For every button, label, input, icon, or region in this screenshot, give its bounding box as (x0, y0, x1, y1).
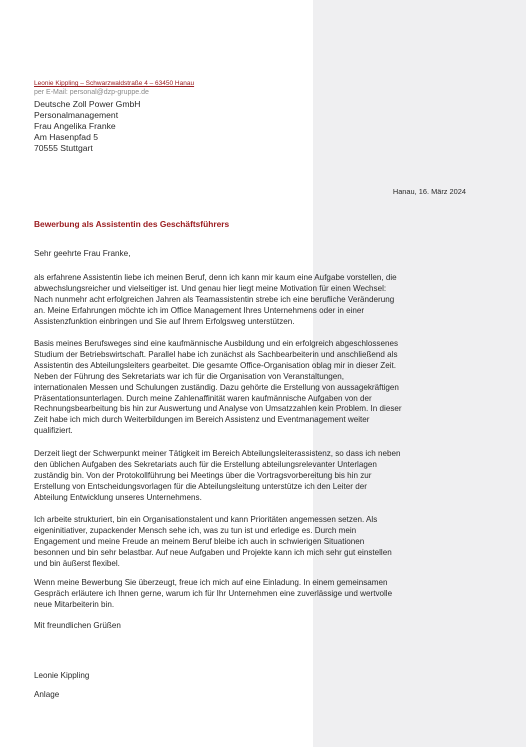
paragraph-line: internationalen Messen und Schulungen zuständig. Dazu gehörte die Erstellung von aussagekräftigen (34, 382, 399, 392)
recipient-company: Deutsche Zoll Power GmbH (34, 99, 141, 109)
paragraph-line: zuständig bin. Von der Protokollführung bei Meetings über die Vortragsvorbereitung bis hin zur (34, 470, 372, 480)
signature-name: Leonie Kippling (34, 671, 90, 680)
recipient-person: Frau Angelika Franke (34, 120, 116, 131)
letter-date: Hanau, 16. März 2024 (392, 187, 466, 196)
paragraph-line: Studium der Betriebswirtschaft. Parallel habe ich zunächst als Sachbearbeiterin und anschließend als (34, 349, 398, 359)
body-paragraph-intro (34, 273, 494, 328)
paragraph-line: Zeit habe ich mich durch Weiterbildungen im Bereich Assistenz und Eventmanagement weiter (34, 415, 370, 425)
paragraph-line: Gespräch erläutere ich Ihnen gerne, warum ich für Ihr Unternehmen eine zuverlässige und wertvolle (34, 588, 393, 598)
closing-formula: Mit freundlichen Grüßen (34, 621, 121, 630)
paragraph-line: eigeninitiativer, zupackender Mensch sehe ich, was zu tun ist und erledige es. Durch mein (34, 525, 357, 535)
recipient-address (34, 99, 141, 154)
sender-address-line: Leonie Kippling – Schwarzwaldstraße 4 – 63450 Hanau (34, 80, 195, 87)
paragraph-line: neue Mitarbeiterin bin. (34, 599, 115, 609)
paragraph-line: besonnen und bin sehr belastbar. Auf neue Aufgaben und Projekte kann ich mich sehr gut einstellen (34, 547, 392, 557)
paragraph-line: Engagement und meine Freude an meinem Beruf bleibe ich auch in schwierigen Situationen (34, 536, 365, 546)
paragraph-line: als erfahrene Assistentin liebe ich meinen Beruf, denn ich kann mir kaum eine Aufgabe vorstellen, die (34, 273, 397, 282)
paragraph-line: Assistenzfunktion einbringen und Sie auf Ihrem Erfolgsweg unterstützen. (34, 316, 295, 326)
paragraph-line: Wenn meine Bewerbung Sie überzeugt, freue ich mich auf eine Einladung. In einem gemeinsamen (34, 578, 388, 587)
body-paragraph-closing (34, 578, 494, 611)
paragraph-line: den üblichen Aufgaben des Sekretariats auch für die Erstellung abteilungsrelevanter Unterlagen (34, 459, 377, 469)
paragraph-line: Neben der Führung des Sekretariats war ich für die Organisation von Veranstaltungen, (34, 371, 344, 381)
paragraph-line: an. Meine Erfahrungen möchte ich im Office Management Ihres Unternehmens oder in einer (34, 305, 365, 315)
body-paragraph-current-role (34, 449, 494, 504)
paragraph-line: Nach nunmehr acht erfolgreichen Jahren als Teamassistentin strebe ich eine berufliche Veränderung (34, 294, 395, 304)
paragraph-line: Basis meines Berufsweges sind eine kaufmännische Ausbildung und ein erfolgreich abgeschlossenes (34, 339, 398, 348)
letter-subject: Bewerbung als Assistentin des Geschäftsführers (34, 219, 230, 229)
paragraph-line: Präsentationsunterlagen. Durch meine Zahlenaffinität waren kaufmännische Aufgaben von der (34, 393, 372, 403)
enclosure-note: Anlage (34, 690, 60, 699)
email-delivery-line: per E-Mail: personal@dzp-gruppe.de (34, 89, 149, 96)
paragraph-line: qualifiziert. (34, 426, 73, 436)
recipient-city: 70555 Stuttgart (34, 142, 93, 153)
paragraph-line: Rechnungsbearbeitung bis hin zur Auswertung und Analyse von Umsatzzahlen kein Problem. In dieser (34, 404, 402, 414)
paragraph-line: Ich arbeite strukturiert, bin ein Organisationstalent und kann Prioritäten angemessen setzen. Als (34, 515, 378, 524)
body-paragraph-strengths (34, 515, 494, 570)
paragraph-line: Erstellung von Entscheidungsvorlagen für die Abteilungsleitung unterstütze ich den Leiter der (34, 481, 367, 491)
recipient-street: Am Hasenpfad 5 (34, 131, 99, 142)
paragraph-line: und bin äußerst flexibel. (34, 558, 120, 568)
recipient-department: Personalmanagement (34, 109, 119, 120)
paragraph-line: Abteilung Entwicklung unseres Unternehmens. (34, 492, 202, 502)
body-paragraph-career (34, 339, 494, 437)
paragraph-line: Assistentin des Abteilungsleiters gearbeitet. Die gesamte Office-Organisation oblag mir in dieser Zeit. (34, 360, 397, 370)
paragraph-line: abwechslungsreicher und vielseitiger ist. Und genau hier liegt meine Motivation für einen Wechsel: (34, 283, 387, 293)
salutation: Sehr geehrte Frau Franke, (34, 249, 131, 258)
paragraph-line: Derzeit liegt der Schwerpunkt meiner Tätigkeit im Bereich Abteilungsleiterassistenz, so dass ich neben (34, 449, 401, 458)
